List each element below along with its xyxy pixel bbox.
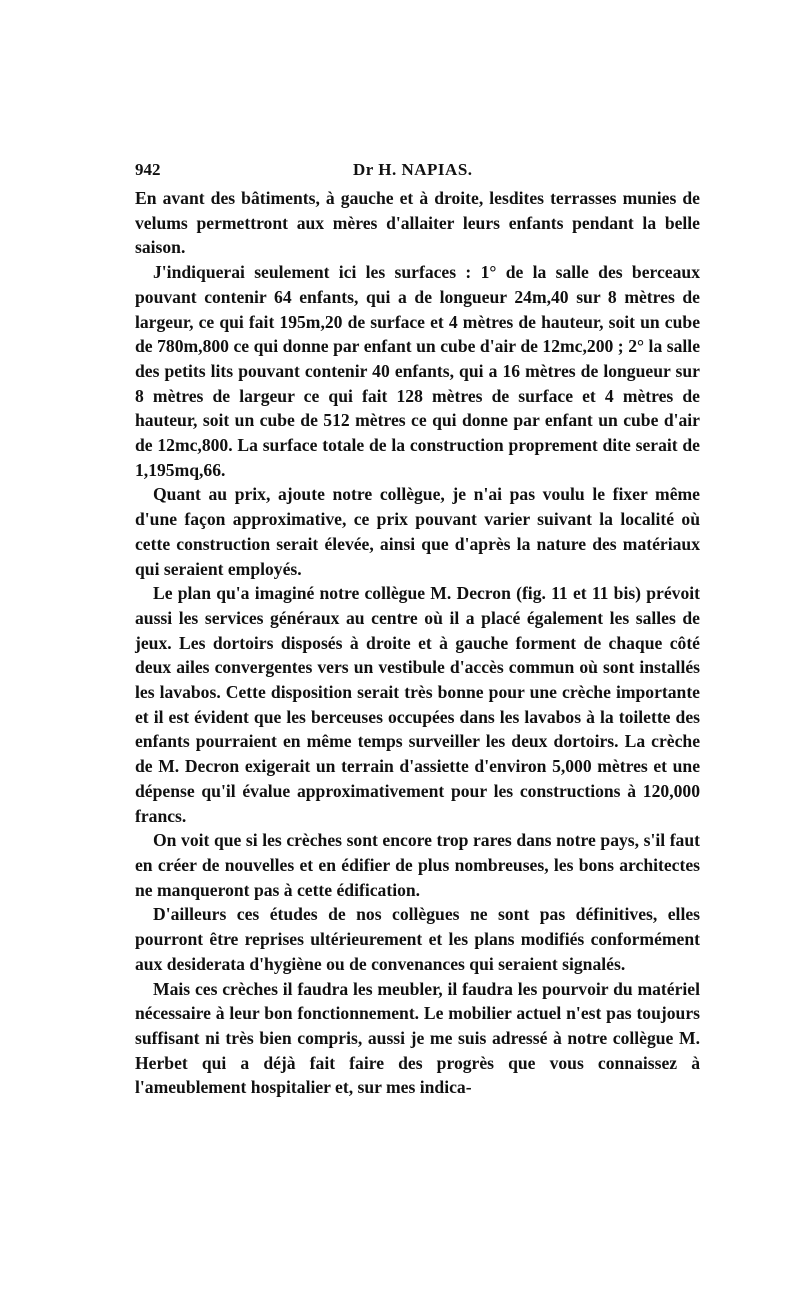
paragraph-7: Mais ces crèches il faudra les meubler, il faudra les pourvoir du matériel nécessaire à leur bon fonctionnement. Le mobilier actuel n'est pas toujours suffisant ni très bien compris, aussi je me suis adressé à notre collègue M. Herbet qui a déjà fait faire des progrès que vous connaissez à l'ameublement hospitalier et, sur mes indica- <box>135 978 700 1098</box>
paragraph-2: J'indiquerai seulement ici les surfaces : 1° de la salle des berceaux pouvant contenir 64 enfants, qui a de longueur 24m,40 sur 8 mètres de largeur, ce qui fait 195m,20 de surface et 4 mètres de hauteur, soit un cube de 780m,800 ce qui donne par enfant un cube d'air de 12mc,200 ; 2° la salle des petits lits pouvant contenir 40 enfants, qui a 16 mètres de longueur sur 8 mètres de largeur ce qui fait 128 mètres de surface et 4 mètres de hauteur, soit un cube de 512 mètres ce qui donne par enfant un cube d'air de 12mc,800. La surface totale de la construction proprement dite serait de 1,195mq,66. <box>135 262 700 480</box>
paragraph-3: Quant au prix, ajoute notre collègue, je n'ai pas voulu le fixer même d'une façon approximative, ce prix pouvant varier suivant la localité où cette construction serait élevée, ainsi que d'après la nature des matériaux qui seraient employés. <box>135 484 700 579</box>
paragraph-6: D'ailleurs ces études de nos collègues ne sont pas définitives, elles pourront être reprises ultérieurement et les plans modifiés conformément aux desiderata d'hygiène ou de convenances qui seraient signalés. <box>135 904 700 974</box>
running-head-author: Dr H. NAPIAS. <box>353 160 473 179</box>
body-text <box>135 186 700 1100</box>
paragraph-4: Le plan qu'a imaginé notre collègue M. Decron (fig. 11 et 11 bis) prévoit aussi les services généraux au centre où il a placé également les salles de jeux. Les dortoirs disposés à droite et à gauche forment de chaque côté deux ailes convergentes vers un vestibule d'accès commun où sont installés les lavabos. Cette disposition serait très bonne pour une crèche importante et il est évident que les berceuses occupées dans les lavabos à la toilette des enfants pourraient en même temps surveiller les deux dortoirs. La crèche de M. Decron exigerait un terrain d'assiette d'environ 5,000 mètres et une dépense qu'il évalue approximativement pour les constructions à 120,000 francs. <box>135 583 700 826</box>
page-number: 942 <box>135 160 161 179</box>
paragraph-1: En avant des bâtiments, à gauche et à droite, lesdites terrasses munies de velums permettront aux mères d'allaiter leurs enfants pendant la belle saison. <box>135 188 700 258</box>
running-head <box>135 158 700 182</box>
paragraph-5: On voit que si les crèches sont encore trop rares dans notre pays, s'il faut en créer de nouvelles et en édifier de plus nombreuses, les bons architectes ne manqueront pas à cette édification. <box>135 830 700 900</box>
